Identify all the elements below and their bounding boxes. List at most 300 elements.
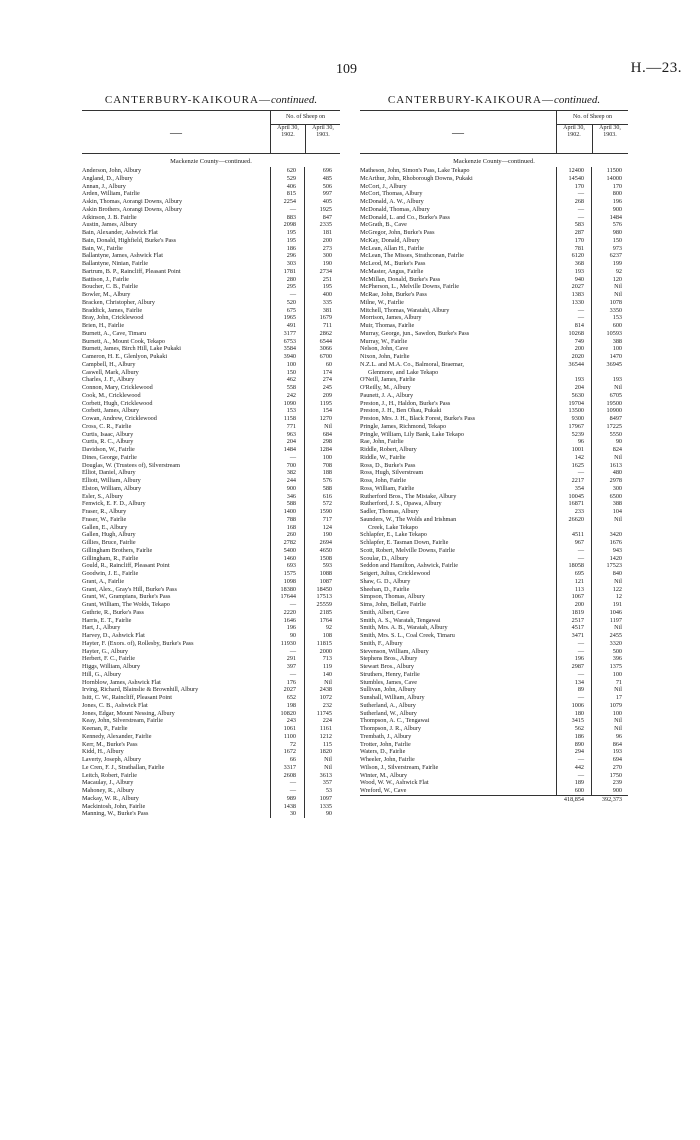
holder-name: Murray, W., Fairlie [360,337,408,345]
sheep-1902: 1061 [283,725,296,732]
table-row [82,624,340,632]
sheep-1903: 5550 [609,430,622,438]
sheep-1902: 170 [574,182,584,190]
sheep-1903: 17513 [316,593,332,601]
table-row [360,392,628,400]
table-row [82,803,340,811]
sheep-1902: 196 [574,655,584,663]
sheep-1902: 2987 [571,663,584,670]
sheep-1902: 562 [574,725,584,732]
sheep-1903: 1470 [609,353,622,360]
sheep-1903: 1197 [609,616,622,624]
holder-name: McCort, J., Albury [360,182,407,190]
holder-name: Fraser, W., Fairlie [82,515,127,523]
sheep-1903: 188 [322,469,332,477]
sheep-1902: — [577,554,584,562]
holder-name: Wilson, J., Silverstream, Fairlie [360,763,439,771]
holder-name: Austin, James, Albury [82,221,137,229]
holder-name: Elliot, Daniel, Albury [82,469,136,477]
holder-name: Schlapfer, E., Lake Tekapo [360,531,427,539]
sheep-1903: 2978 [609,477,622,484]
sheep-1903: 8497 [609,415,622,422]
sheep-1903: 3420 [609,531,622,539]
holder-name: Burnett, James, Birch Hill, Lake Pukaki [82,345,181,353]
table-row [360,376,628,384]
sheep-1903: Nil [614,577,622,585]
holder-name: Annan, J., Albury [82,182,126,190]
sheep-1902: 198 [286,701,296,709]
sheep-1903: 847 [322,213,332,221]
holder-name: McPherson, L., Melville Downs, Fairlie [360,283,459,291]
table-row [360,586,628,594]
table-row [360,438,628,446]
sheep-1903: 2185 [319,608,332,616]
sheep-1902: 66 [289,756,296,763]
sheep-1902: 193 [574,376,584,384]
holder-name: O'Reilly, M., Albury [360,384,411,391]
holder-name: McGrath, B., Cave [360,221,407,229]
sheep-1903: 170 [612,182,622,190]
sheep-1903: 60 [325,360,332,368]
sheep-1902: 883 [286,213,296,221]
sheep-1902: 1819 [571,608,584,616]
table-row [360,268,628,276]
header-group [556,111,628,153]
sheep-1903: 943 [612,546,622,554]
holder-name: Wreford, W., Cave [360,787,407,794]
sheep-1903: 1925 [319,205,332,213]
table-row [360,190,628,198]
holder-name: Askin Brothers, Aorangi Downs, Albury [82,205,183,213]
sheep-1903: 576 [322,477,332,484]
header-dash: — [452,125,464,139]
sheep-1902: 303 [286,260,296,267]
sheep-1903: 1046 [609,608,622,616]
sheep-1903: 1087 [319,577,332,585]
holder-name: Burnett, A., Cave, Timaru [82,329,147,337]
sheep-1903: 3613 [319,771,332,779]
holder-name: McCort, Thomas, Albury [360,190,423,198]
holder-name: Keenan, P., Fairlie [82,725,128,732]
sheep-1903: 199 [612,260,622,267]
holder-name: Paunett, J. A., Albury [360,391,414,399]
sheep-1903: 270 [612,763,622,771]
sheep-1902: 2220 [283,608,296,616]
holder-name: Sims, John, Bellatt, Fairlie [360,601,426,608]
sheep-1903: 193 [612,376,622,384]
table-row [82,648,340,656]
table-body [360,167,628,795]
sheep-1903: 1484 [609,213,622,221]
table-row [82,508,340,516]
sheep-1903: 506 [322,182,332,190]
sheep-1903: 1764 [319,616,332,624]
sheep-1903: Nil [324,422,332,430]
table-row [360,593,628,601]
sheep-1903: 824 [612,446,622,453]
table-row [82,795,340,803]
holder-name: Jones, C. B., Ashwick Flat [82,701,148,709]
table-row [82,206,340,214]
sheep-1902: 189 [574,779,584,787]
holder-name: Gillies, Bruce, Fairlie [82,539,136,546]
sheep-1902: 150 [286,368,296,376]
sheep-1903: 245 [322,384,332,391]
table-row [82,772,340,780]
sheep-1902: 3471 [571,632,584,639]
sheep-1903: 713 [322,655,332,663]
table-row [360,717,628,725]
sheep-1903: 17 [615,694,622,701]
sheep-1902: 204 [286,438,296,446]
sheep-1903: 92 [615,267,622,275]
holder-name: Sadler, Thomas, Albury [360,508,419,515]
sheep-1903: 694 [612,756,622,763]
holder-name: Brien, H., Fairlie [82,322,125,329]
sheep-1903: 6237 [609,252,622,260]
table-row [82,345,340,353]
table-row [82,229,340,237]
holder-name: Irving, Richard, Blainslie & Brownhill, Albury [82,686,199,694]
holder-name: Hayter, F. (Exors. of), Rollesby, Burke's Pass [82,639,194,647]
table-row [360,229,628,237]
sheep-1902: 186 [286,244,296,252]
sheep-1903: 11500 [606,167,622,174]
sheep-1902: 4511 [571,531,584,539]
holder-name: Grant, Alex., Gray's Hill, Burke's Pass [82,585,177,593]
table-row [82,283,340,291]
table-row [82,810,340,818]
holder-name: Gillingham Brothers, Fairlie [82,546,153,554]
right-column-table [360,94,628,804]
table-row [360,516,628,524]
sheep-1902: — [577,314,584,322]
table-row [82,671,340,679]
table-row [360,431,628,439]
table-row [82,322,340,330]
sheep-1902: 204 [574,384,584,391]
holder-name: Winter, M., Albury [360,771,408,779]
holder-name: Cross, C. R., Fairlie [82,422,132,430]
sheep-1902: 2782 [283,539,296,546]
sheep-1902: — [577,647,584,655]
holder-name: Bain, W., Fairlie [82,244,123,252]
holder-name: Goodwin, J. E., Fairlie [82,570,139,577]
sheep-1902: 1067 [571,593,584,601]
sheep-1902: 695 [574,570,584,577]
table-row [360,508,628,516]
sheep-1902: — [289,670,296,678]
table-row [360,330,628,338]
holder-name: Macaulay, J., Albury [82,779,134,787]
holder-name: Gould, R., Raincliff, Pleasant Point [82,562,170,570]
sheep-1902: 280 [286,275,296,283]
sheep-1903: 10593 [606,329,622,337]
sheep-1903: 1508 [319,554,332,562]
sheep-1903: 1284 [319,446,332,453]
sheep-1902: 121 [574,577,584,585]
sheep-1903: 18450 [316,585,332,593]
holder-name: Thompson, J. R., Albury [360,725,422,732]
sheep-1902: 2254 [283,198,296,205]
holder-name: Nixon, John, Fairlie [360,353,410,360]
sheep-1902: 2020 [571,353,584,360]
holder-name: Kennedy, Alexander, Fairlie [82,732,152,740]
sheep-1903: 1078 [609,298,622,306]
table-row [82,686,340,694]
table-row [360,555,628,563]
sheep-1902: 2098 [283,221,296,229]
table-row [82,392,340,400]
sheep-1903: 90 [325,810,332,818]
table-row [82,353,340,361]
holder-name: Kerr, M., Burke's Pass [82,740,138,748]
holder-name: Hayter, G., Albury [82,647,128,655]
table-row [82,609,340,617]
sheep-1903: 104 [612,508,622,515]
holder-name: Shaw, G. D., Albury [360,577,411,585]
sheep-1902: 176 [286,678,296,686]
table-row [82,469,340,477]
sheep-1902: 17967 [568,422,584,430]
sheep-1902: 491 [286,322,296,329]
sheep-1903: 576 [612,221,622,229]
sheep-1903: 25559 [316,601,332,608]
sheep-1902: — [577,469,584,477]
holder-name: McLeod, M., Burke's Pass [360,260,426,267]
sheep-1903: 335 [322,298,332,306]
sheep-1903: 388 [612,337,622,345]
table-row [82,237,340,245]
sheep-1902: — [289,601,296,608]
sheep-1903: 11745 [316,709,332,717]
holder-name: Bowler, M., Albury [82,291,131,298]
sheep-1902: 19704 [568,399,584,407]
table-row [360,291,628,299]
sheep-1902: 462 [286,376,296,384]
table-row [360,245,628,253]
table-row [82,477,340,485]
holder-name: Curtis, Isaac, Albury [82,430,134,438]
table-row [360,314,628,322]
table-row [360,400,628,408]
table-row [82,260,340,268]
sheep-1902: — [577,694,584,701]
holder-name: Ross, Hugh, Silverstream [360,469,424,477]
sheep-1902: — [577,756,584,763]
table-row [82,307,340,315]
sheep-1903: 2000 [319,647,332,655]
sheep-1902: — [289,291,296,298]
table-row [360,454,628,462]
sheep-1903: 6544 [319,337,332,345]
table-row [82,741,340,749]
holder-name: McArthur, John, Rhoborough Downs, Pukaki [360,174,473,182]
holder-name: Trembath, J., Albury [360,732,412,740]
sheep-1903: 174 [322,368,332,376]
holder-name: Morrison, James, Albury [360,314,422,322]
sheep-1902: 1090 [283,399,296,407]
sheep-1903: 150 [612,236,622,244]
holder-name: Rae, John, Fairlie [360,438,404,446]
table-row [82,593,340,601]
table-row [82,547,340,555]
sheep-1902: 1330 [571,298,584,306]
table-row [360,353,628,361]
sheep-1903: 124 [322,523,332,531]
holder-name: Smith, F., Albury [360,639,403,647]
table-row [82,640,340,648]
table-row [360,702,628,710]
table-row [82,710,340,718]
holder-name: Nelson, John, Cave [360,345,409,353]
table-row [360,322,628,330]
sheep-1903: 195 [322,283,332,291]
sheep-1903: 396 [612,655,622,663]
holder-name: Creek, Lake Tekapo [368,523,418,531]
holder-name: Ross, William, Fairlie [360,484,415,492]
sheep-1903: 36945 [606,360,622,368]
holder-name: Glenmore, and Lake Tekapo [368,368,439,376]
table-row [360,237,628,245]
table-row [82,787,340,795]
sheep-1902: 890 [574,740,584,748]
holder-name: McMaster, Angus, Fairlie [360,267,424,275]
holder-name: Mitchell, Thomas, Waratahi, Albury [360,306,450,314]
table-row [82,485,340,493]
sheep-1903: 200 [322,236,332,244]
sheep-1902: 113 [574,585,584,593]
sheep-1903: 500 [612,647,622,655]
sheep-1902: 1006 [571,701,584,709]
holder-name: Gillingham, R., Fairlie [82,554,139,562]
table-row [360,756,628,764]
holder-name: Saunders, W., The Wolds and Irishman [360,515,457,523]
table-row [360,764,628,772]
table-row [360,369,628,377]
sheep-1902: 346 [286,492,296,500]
sheep-1902: 287 [574,229,584,236]
sheep-1903: 154 [322,407,332,415]
sheep-1902: 1965 [283,314,296,322]
holder-name: McGregor, John, Burke's Pass [360,229,435,236]
sheep-1903: 191 [612,601,622,608]
sheep-1902: 900 [286,484,296,492]
sheep-1902: 1460 [283,554,296,562]
sheep-1902: 11930 [280,639,296,647]
table-row [82,500,340,508]
table-row [82,407,340,415]
table-row [360,276,628,284]
sheep-1903: 100 [612,709,622,717]
table-row [82,617,340,625]
holder-name: Seddon and Hamilton, Ashwick, Fairlie [360,562,458,570]
sheep-1902: 1383 [571,291,584,298]
sheep-1903: 864 [612,740,622,748]
sheep-1903: 298 [322,438,332,446]
sheep-1902: 1158 [283,415,296,422]
sheep-1903: 381 [322,306,332,314]
table-row [82,245,340,253]
holder-name: Smith, Albert, Cave [360,608,410,616]
sheep-1903: 2694 [319,539,332,546]
sheep-1903: Nil [324,678,332,686]
sheep-1902: 5239 [571,430,584,438]
table-row [82,338,340,346]
table-row [360,694,628,702]
table-row [360,733,628,741]
holder-name: Mahoney, R., Albury [82,787,135,794]
table-row [360,500,628,508]
sheep-1903: 900 [612,205,622,213]
table-row [360,671,628,679]
sheep-1903: 119 [322,663,332,670]
holder-name: Scoular, D., Albury [360,554,409,562]
sheep-1902: 134 [574,678,584,686]
sheep-1903: 593 [322,562,332,570]
sheep-1902: 1575 [283,570,296,577]
sheep-1902: 200 [574,601,584,608]
table-row [360,283,628,291]
holder-name: Rutherford Bros., The Mistake, Albury [360,492,457,500]
header-year-1902: April 30, 1902. [277,125,299,138]
sheep-1903: 209 [322,391,332,399]
sheep-1903: Nil [614,686,622,694]
sheep-1902: — [577,190,584,198]
table-row [360,183,628,191]
holder-name: Fenwick, E. F. D., Albury [82,500,146,508]
table-row [360,175,628,183]
holder-name: Kidd, H., Albury [82,748,124,756]
sheep-1903: 10900 [606,407,622,415]
table-row [360,539,628,547]
holder-name: Campbell, H., Albury [82,360,136,368]
sheep-1903: 181 [322,229,332,236]
sheep-1902: 242 [286,391,296,399]
sheep-1902: — [289,453,296,461]
table-row [82,578,340,586]
sheep-1902: 90 [289,632,296,639]
section-heading: Mackenzie County—continued. [453,158,535,165]
table-row [360,570,628,578]
holder-name: Angland, D., Albury [82,174,133,182]
holder-name: Sutherland, A., Albury [360,701,416,709]
table-row [82,384,340,392]
sheep-1903: 274 [322,376,332,384]
table-row [82,531,340,539]
sheep-1902: 6753 [283,337,296,345]
holder-name: Bracken, Christopher, Albury [82,298,155,306]
holder-name: Jones, Edgar, Mount Nessing, Albury [82,709,175,717]
table-row [82,221,340,229]
holder-name: Fraser, R., Albury [82,508,127,515]
sheep-1902: 600 [574,787,584,794]
sheep-1903: 2862 [319,329,332,337]
holder-name: Seigert, Julius, Cricklewood [360,570,431,577]
sheep-1903: 11815 [316,639,332,647]
sheep-1902: 10820 [280,709,296,717]
sheep-1902: 3317 [283,763,296,771]
table-title: CANTERBURY-KAIKOURA—continued. [387,94,601,106]
holder-name: Preston, J., H., Haldon, Burke's Pass [360,399,451,407]
table-row [360,725,628,733]
sheep-1902: 72 [289,740,296,748]
table-row [360,469,628,477]
holder-name: Scott, Robert, Melville Downs, Fairlie [360,546,456,554]
sheep-1902: 196 [286,624,296,632]
total-1903: 392,373 [601,795,622,803]
table-row [360,221,628,229]
